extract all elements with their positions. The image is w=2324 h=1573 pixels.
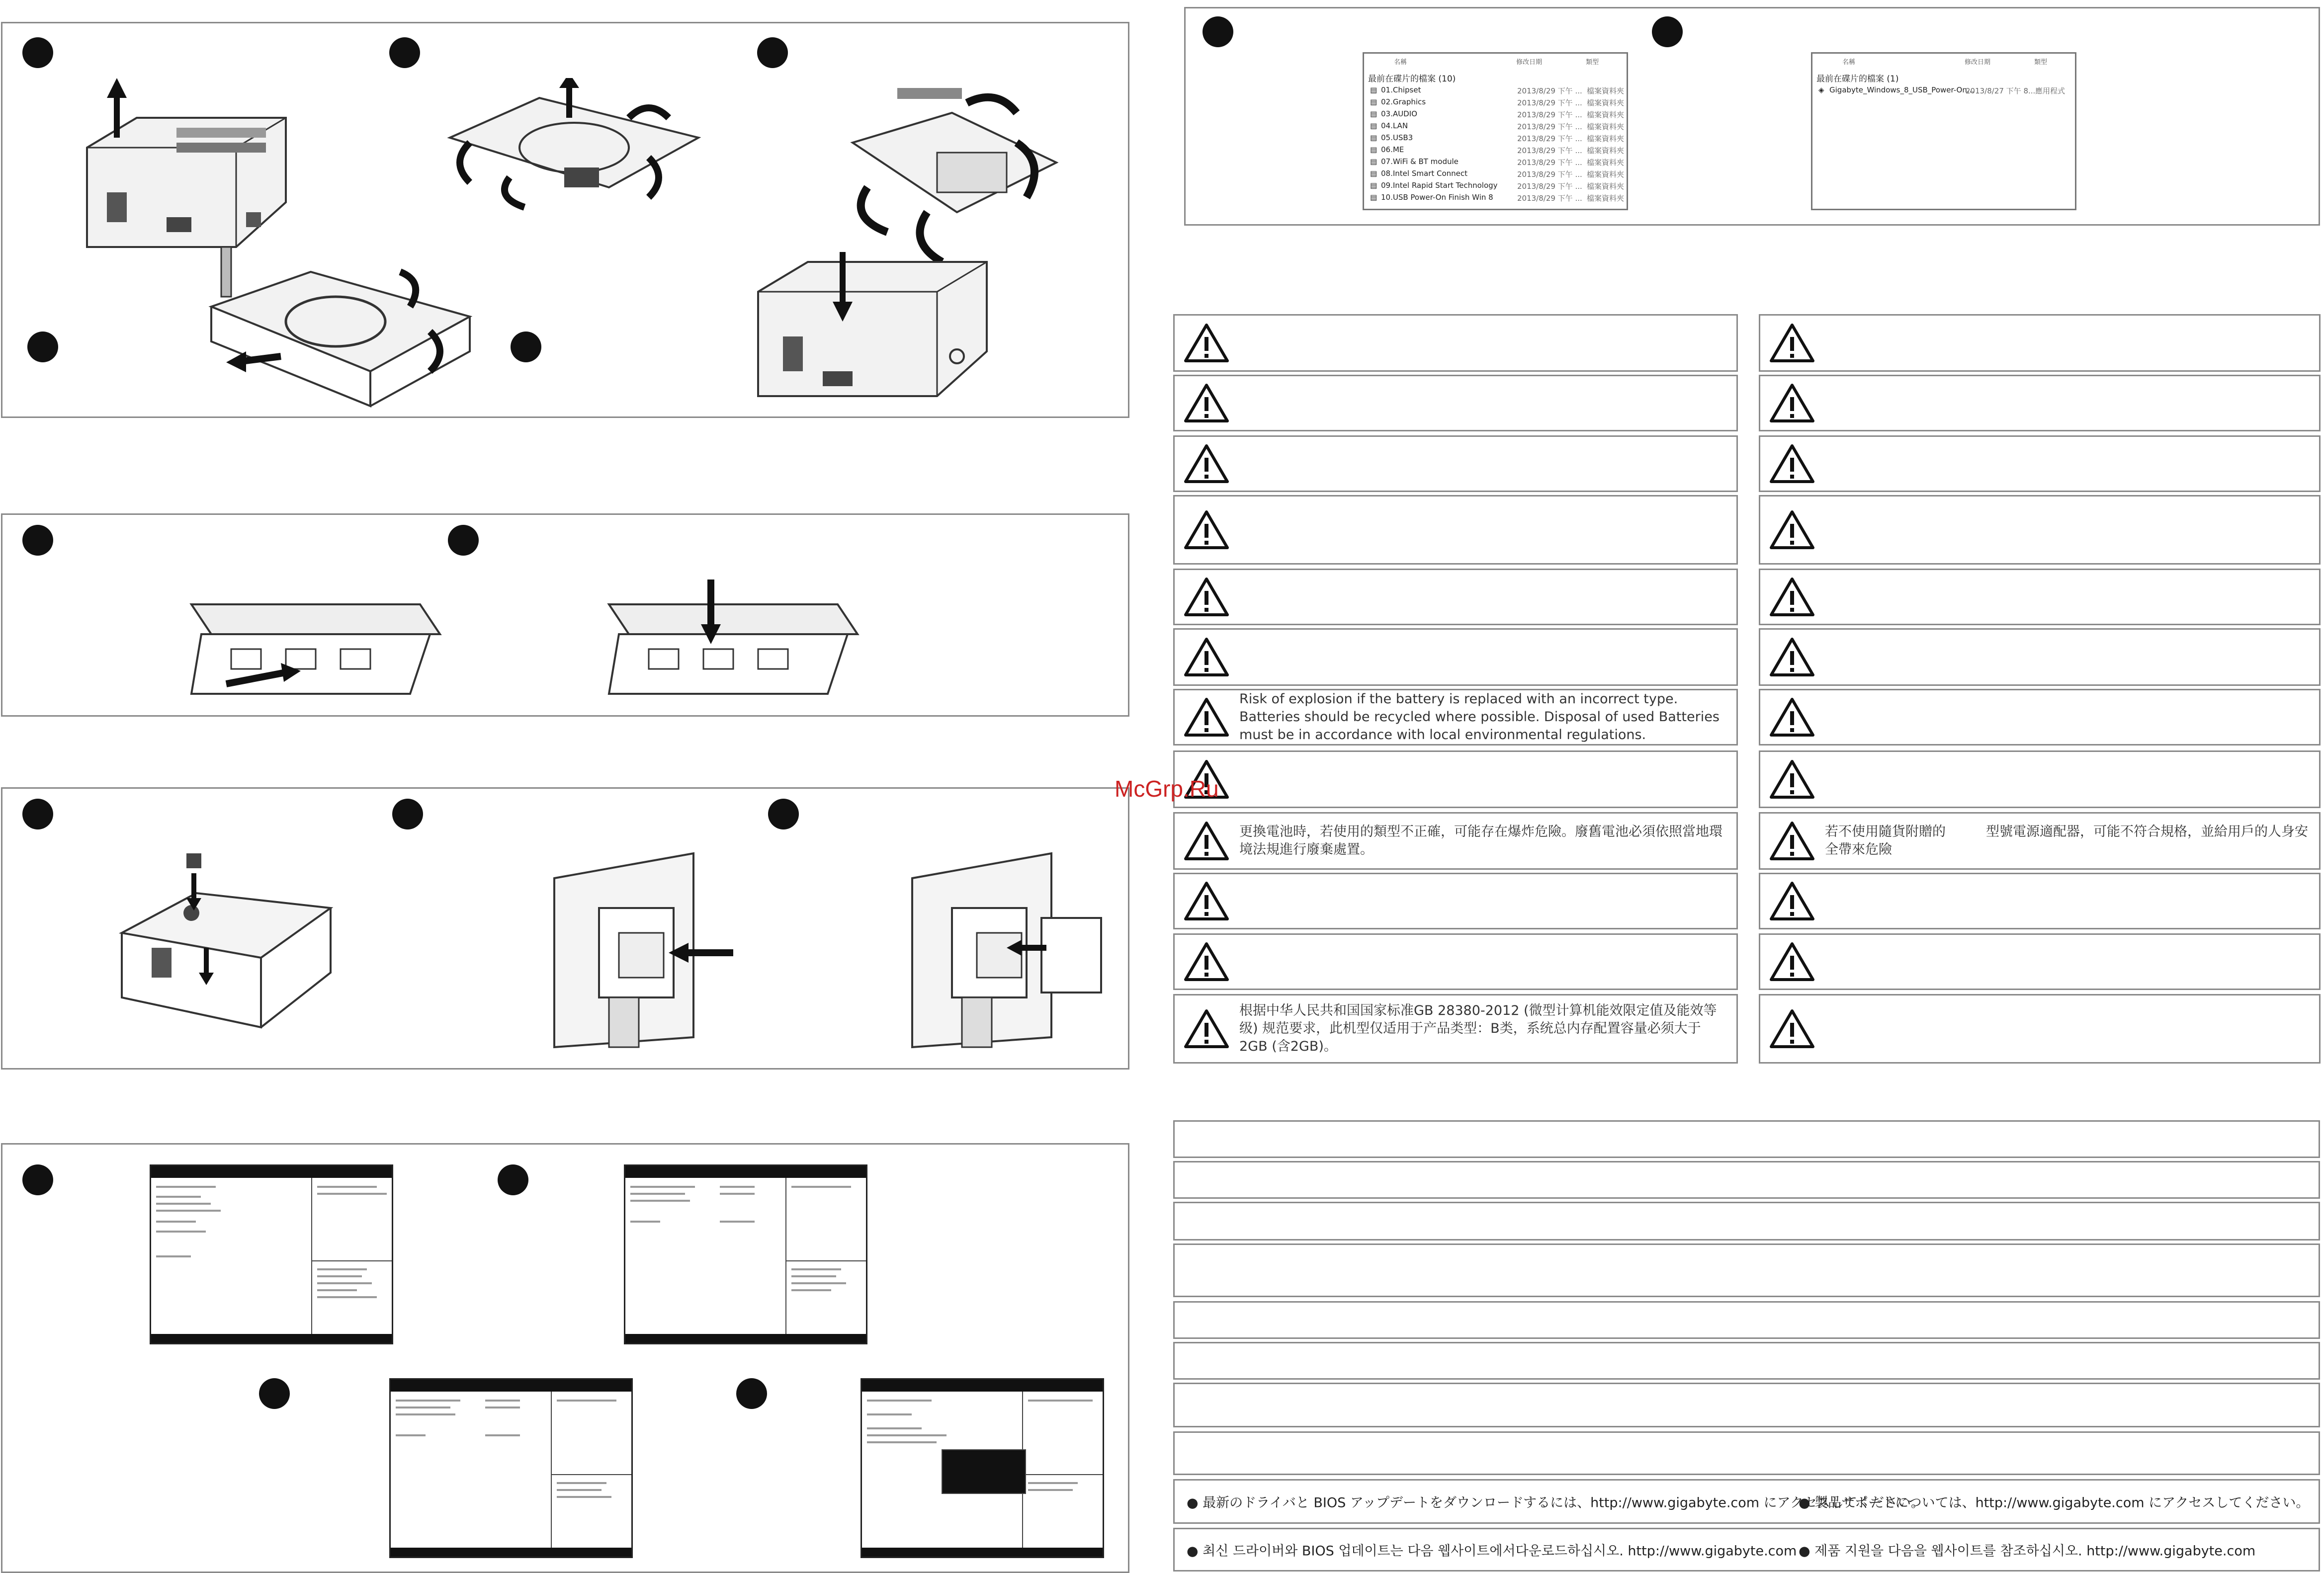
warning-box [1173, 994, 1738, 1064]
folder-row[interactable]: ▤ 04.LAN 2013/8/29 下午 ... 檔案資料夾 [1370, 121, 1625, 131]
illustration-install-drive [201, 242, 480, 411]
file-row[interactable]: ◈ Gigabyte_Windows_8_USB_Power-On... 2013/8/27 下午 8... 應用程式 [1818, 85, 2066, 95]
illustration-attach-pc-to-plate [902, 848, 1111, 1067]
warning-icon [1769, 759, 1815, 799]
step-marker-vesa-2 [392, 799, 423, 829]
support-bar [1173, 1301, 2320, 1339]
warning-box [1173, 569, 1738, 625]
warning-box [1759, 689, 2321, 745]
step-marker-1 [22, 37, 53, 68]
warning-icon [1184, 383, 1229, 423]
warning-box [1759, 628, 2321, 686]
warning-box [1173, 435, 1738, 492]
warning-icon [1769, 821, 1815, 861]
explorer-window-usb-tool [1811, 52, 2076, 210]
warning-icon [1184, 697, 1229, 737]
illustration-press-memory-down [589, 565, 867, 714]
file-group-label: 最前在碟片的檔案 (1) [1816, 74, 1899, 84]
warning-text-battery-zh: 更換電池時，若使用的類型不正確，可能存在爆炸危險。廢舊電池必須依照當地環境法規進行廢棄處置。 [1239, 824, 1722, 857]
warning-box [1173, 375, 1738, 431]
column-date-header[interactable]: 修改日期 [1516, 59, 1543, 66]
bios-screen-main [150, 1164, 393, 1344]
warning-icon [1184, 821, 1229, 861]
folder-row[interactable]: ▤ 10.USB Power-On Finish Win 8 2013/8/29 下午 ... 檔案資料夾 [1370, 193, 1625, 203]
warning-icon [1184, 637, 1229, 677]
warning-icon [1769, 444, 1815, 484]
step-marker-bios-4 [736, 1378, 767, 1409]
explorer-window-drivers [1363, 52, 1628, 210]
bios-screen-advanced [624, 1164, 867, 1344]
step-marker-driver-1 [1203, 16, 1233, 47]
watermark: McGrp.Ru [1115, 776, 1219, 802]
support-bar [1173, 1161, 2320, 1199]
warning-box [1759, 750, 2321, 808]
step-marker-vesa-1 [22, 799, 53, 829]
warning-icon [1769, 697, 1815, 737]
support-bar-japanese: ● 最新のドライバと BIOS アップデートをダウンロードするには、http://www.gigabyte.com にアクセスしてください。 ● 製品サポートについては、http://www.gigabyte.com にアクセスしてください。 [1173, 1479, 2320, 1524]
warning-icon [1769, 383, 1815, 423]
support-bar [1173, 1383, 2320, 1427]
warning-box [1173, 314, 1738, 372]
warning-box [1173, 495, 1738, 565]
warning-box [1759, 994, 2321, 1064]
warning-box [1759, 933, 2321, 990]
warning-icon [1184, 444, 1229, 484]
step-marker-bios-3 [259, 1378, 290, 1409]
panel-driver-install [1184, 7, 2320, 226]
column-type-header[interactable]: 類型 [2034, 59, 2048, 66]
panel-bios [1, 1143, 1129, 1573]
warning-box [1759, 435, 2321, 492]
warning-icon [1769, 577, 1815, 617]
step-marker-4 [27, 331, 58, 362]
bios-screen-save-exit [861, 1378, 1104, 1558]
warning-text-battery: Risk of explosion if the battery is replaced with an incorrect type. Batteries should be recycled where possible. Disposal of used Batteries must be in accordance with local environmental regulations. [1239, 691, 1720, 743]
warning-box [1173, 689, 1738, 745]
step-marker-5 [511, 331, 541, 362]
warning-box [1759, 569, 2321, 625]
column-name-header[interactable]: 名稱 [1842, 59, 1856, 66]
folder-row[interactable]: ▤ 06.ME 2013/8/29 下午 ... 檔案資料夾 [1370, 145, 1625, 155]
step-marker-driver-2 [1652, 16, 1683, 47]
step-marker-memory-1 [22, 525, 53, 556]
warning-icon [1184, 323, 1229, 363]
step-marker-bios-1 [22, 1164, 53, 1195]
warning-box [1759, 314, 2321, 372]
folder-row[interactable]: ▤ 07.WiFi & BT module 2013/8/29 下午 ... 檔案資料夾 [1370, 157, 1625, 167]
support-bar [1173, 1431, 2320, 1475]
folder-row[interactable]: ▤ 01.Chipset 2013/8/29 下午 ... 檔案資料夾 [1370, 85, 1625, 95]
bios-screen-setting [389, 1378, 633, 1558]
warning-icon [1769, 942, 1815, 982]
step-marker-3 [757, 37, 788, 68]
bios-confirm-dialog [942, 1449, 1026, 1494]
warning-box [1759, 873, 2321, 929]
step-marker-bios-2 [498, 1164, 528, 1195]
step-marker-2 [389, 37, 420, 68]
support-bar [1173, 1243, 2320, 1297]
app-icon: ◈ [1818, 85, 1824, 94]
warning-icon [1184, 881, 1229, 921]
panel-vesa-mount [1, 787, 1129, 1070]
illustration-remove-drive-bracket [440, 78, 708, 247]
step-marker-vesa-3 [768, 799, 799, 829]
warning-icon [1769, 881, 1815, 921]
warning-box [1759, 375, 2321, 431]
illustration-insert-memory-angled [172, 565, 450, 714]
warning-icon [1184, 510, 1229, 550]
file-group-label: 最前在碟片的檔案 (10) [1368, 74, 1456, 84]
illustration-vesa-plate-on-monitor [544, 848, 753, 1067]
support-bar [1173, 1202, 2320, 1241]
support-bar-korean: ● 최신 드라이버와 BIOS 업데이트는 다음 웹사이트에서다운로드하십시오. http://www.gigabyte.com ● 제품 지원을 다음을 웹사이트를 참조하십시오. http://www.gigabyte.com [1173, 1528, 2320, 1572]
support-bar [1173, 1342, 2320, 1380]
warning-box [1173, 812, 1738, 870]
warning-icon [1769, 510, 1815, 550]
warning-box [1173, 873, 1738, 929]
step-marker-memory-2 [448, 525, 479, 556]
warning-box [1173, 628, 1738, 686]
illustration-attach-screws [112, 848, 341, 1057]
warning-box [1173, 750, 1738, 808]
warning-box [1759, 495, 2321, 565]
warning-icon [1769, 1009, 1815, 1049]
column-date-header[interactable]: 修改日期 [1965, 59, 1991, 66]
warning-icon [1769, 323, 1815, 363]
illustration-close-chassis [748, 232, 997, 411]
warning-icon [1184, 577, 1229, 617]
folder-row[interactable]: ▤ 09.Intel Rapid Start Technology 2013/8/29 下午 ... 檔案資料夾 [1370, 181, 1625, 191]
panel-memory [1, 513, 1129, 717]
warning-icon [1184, 942, 1229, 982]
warning-box [1759, 812, 2321, 870]
warning-text-power-adapter-zh: 若不使用隨貨附贈的 型號電源適配器，可能不符合規格，並給用戶的人身安全帶來危險 [1825, 824, 2308, 857]
support-bar [1173, 1120, 2320, 1158]
warning-icon [1184, 1009, 1229, 1049]
folder-row[interactable]: ▤ 02.Graphics 2013/8/29 下午 ... 檔案資料夾 [1370, 97, 1625, 107]
folder-row[interactable]: ▤ 03.AUDIO 2013/8/29 下午 ... 檔案資料夾 [1370, 109, 1625, 119]
panel-disassembly [1, 22, 1129, 418]
column-name-header[interactable]: 名稱 [1394, 59, 1407, 66]
warning-text-energy-standard: 根据中华人民共和国国家标准GB 28380-2012 (微型计算机能效限定值及能效等级) 规范要求，此机型仅适用于产品类型：B类，系统总内存配置容量必须大于2GB (含2GB)。 [1239, 1003, 1717, 1054]
folder-row[interactable]: ▤ 05.USB3 2013/8/29 下午 ... 檔案資料夾 [1370, 133, 1625, 143]
folder-row[interactable]: ▤ 08.Intel Smart Connect 2013/8/29 下午 ... 檔案資料夾 [1370, 169, 1625, 179]
column-type-header[interactable]: 類型 [1586, 59, 1599, 66]
warning-icon [1769, 637, 1815, 677]
warning-box [1173, 933, 1738, 990]
